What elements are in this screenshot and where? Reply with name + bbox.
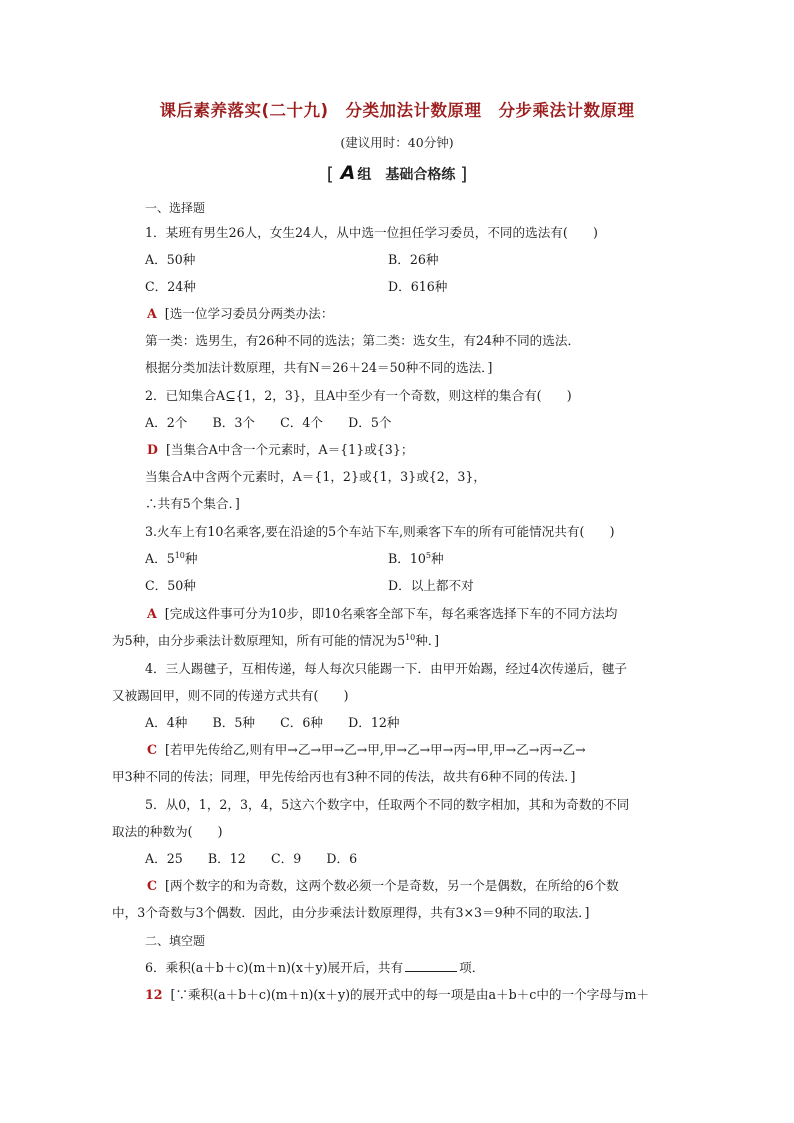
question-3-stem: 3.火车上有10名乘客,要在沿途的5个车站下车,则乘客下车的所有可能情况共有( ) [145,524,615,539]
answer-blank [405,960,457,972]
question-1-solution-line-1: A [选一位学习委员分两类办法： [147,306,334,321]
question-3-option-d: D．以上都不对 [388,578,474,593]
question-4-options: A．4种 B．5种 C．6种 D．12种 [145,715,400,730]
page-title: 课后素养落实(二十九) 分类加法计数原理 分步乘法计数原理 [159,101,635,120]
section-heading-fill: 二、填空题 [145,934,206,948]
question-2-stem: 2．已知集合A⊆{1，2，3}，且A中至少有一个奇数，则这样的集合有( ) [145,388,572,403]
question-2-answer: D [147,442,158,457]
question-1-option-b: B．26种 [388,252,439,267]
question-6-answer: 12 [145,987,163,1002]
group-letter: A [340,162,356,184]
question-1-option-d: D．616种 [388,279,448,294]
question-4-solution-line-2: 甲3种不同的传法；同理，甲先传给丙也有3种不同的传法，故共有6种不同的传法．] [112,769,576,784]
question-6-solution-line-1: 12 [∵乘积(a＋b＋c)(m＋n)(x＋y)的展开式中的每一项是由a＋b＋c中的一个字母与m＋ [145,987,650,1002]
question-5-solution-line-2: 中，3个奇数与3个偶数．因此，由分步乘法计数原理得，共有3×3＝9种不同的取法．] [112,905,590,920]
group-label: 组 基础合格练 [357,167,456,183]
question-5-answer: C [147,878,158,893]
question-1-option-a: A．50种 [145,252,196,267]
question-4-stem-line-1: 4．三人踢毽子，互相传递，每人每次只能踢一下．由甲开始踢，经过4次传递后，毽子 [145,661,627,676]
question-2-solution-line-2: 当集合A中含两个元素时，A＝{1，2}或{1，3}或{2，3}， [145,469,487,484]
question-6-stem: 6．乘积(a＋b＋c)(m＋n)(x＋y)展开后，共有 项． [145,960,485,975]
question-4-solution-line-1: C [若甲先传给乙,则有甲→乙→甲→乙→甲,甲→乙→甲→丙→甲,甲→乙→丙→乙→ [147,742,586,757]
section-heading-choice: 一、选择题 [145,201,206,215]
question-5-solution-line-1: C [两个数字的和为奇数，这两个数必须一个是奇数，另一个是偶数，在所给的6个数 [147,878,619,893]
question-3-option-a: A．$5^{10}$种 [145,551,198,566]
question-3-option-c: C．50种 [145,578,196,593]
question-2-solution-line-3: ∴共有5个集合．] [145,496,240,511]
question-1-stem: 1．某班有男生26人，女生24人，从中选一位担任学习委员，不同的选法有( ) [145,225,598,240]
bracket-close: ] [460,164,468,185]
suggested-time: (建议用时：40分钟) [340,135,454,150]
question-1-solution-line-2: 第一类：选男生，有26种不同的选法；第二类：选女生，有24种不同的选法． [145,333,581,348]
question-1-solution-line-3: 根据分类加法计数原理，共有N＝26＋24＝50种不同的选法．] [145,360,493,375]
bracket-open: [ [326,164,334,185]
question-5-stem-line-1: 5．从0，1，2，3，4，5这六个数字中，任取两个不同的数字相加，其和为奇数的不同 [145,797,630,812]
group-heading [0,162,794,185]
question-2-options: A．2个 B．3个 C．4个 D．5个 [145,415,392,430]
question-5-stem-line-2: 取法的种数为( ) [112,824,223,839]
question-5-options: A．25 B．12 C．9 D．6 [145,851,358,866]
question-3-solution-line-2: 为5种，由分步乘法计数原理知，所有可能的情况为$5^{10}$种．] [112,633,440,648]
question-3-solution-line-1: A [完成这件事可分为10步，即10名乘客全部下车，每名乘客选择下车的不同方法均 [147,606,618,621]
question-4-answer: C [147,742,158,757]
question-4-stem-line-2: 又被踢回甲，则不同的传递方式共有( ) [112,688,349,703]
question-3-answer: A [147,606,157,621]
question-3-option-b: B．$10^5$种 [388,551,444,566]
question-1-answer: A [147,306,157,321]
question-1-option-c: C．24种 [145,279,196,294]
question-2-solution-line-1: D [当集合A中含一个元素时，A＝{1}或{3}； [147,442,414,457]
